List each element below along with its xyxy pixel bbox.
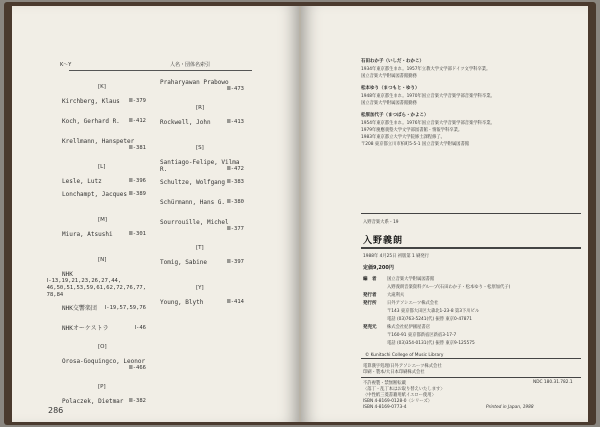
index-entry [62,178,146,185]
running-header-right: 人名・団体名索引 [170,62,211,68]
imprint-label: 編 者 [363,277,377,282]
index-entry-ref: Ⅲ-397 [226,259,244,265]
printing-line-2: 印刷・製本/大日本印刷株式会社 [363,370,425,375]
index-entry-ref: Ⅲ-396 [128,178,146,184]
index-entry-name: Lesle, Lutz [62,178,102,185]
index-entry-name: Orosa-Goquingco, Leonor [62,358,146,365]
index-entry [62,325,146,332]
index-section-heading: [L] [98,164,106,170]
index-entry-name: Praharyawan Prabowo [160,79,229,86]
index-entry [160,79,244,93]
book-title: 入野義朗 [363,236,404,246]
index-entry-ref: Ⅲ-412 [128,118,146,124]
index-entry-name: Lonchampt, Jacques [62,191,128,198]
index-entry-ref: Ⅲ-389 [128,191,146,197]
imprint-label: 発行所 [363,301,377,306]
colophon-rule-bottom [361,377,581,378]
index-entry-ref: Ⅲ-413 [226,119,244,125]
index-entry [62,138,146,152]
index-entry-name: Santiago-Felipe, Vilma R. [160,159,240,173]
index-section-heading: [K] [98,84,106,90]
index-section-heading: [M] [98,217,108,223]
index-entry-name: NHK交響楽団 [62,305,97,312]
index-entry-name: Schürmann, Hans G. [160,199,226,206]
index-entry [160,179,244,186]
index-entry [46,271,147,299]
printing-line-1: 電算漢字処理/日外アソシエーツ株式会社 [363,364,442,369]
index-section-heading: [N] [98,257,107,263]
index-entry-name: NHK [62,271,73,278]
index-entry-ref: Ⅲ-466 [128,365,146,371]
editor-bio-line: 国立音楽大学附属図書館勤務 [361,101,417,106]
index-entry [160,119,244,126]
index-entry-ref: Ⅲ-383 [226,179,244,185]
index-entry [62,191,146,198]
index-entry [62,231,146,238]
index-entry-name: Sourrouille, Michel [160,219,229,226]
index-entry [160,159,244,173]
index-entry [62,305,146,312]
index-section-heading: [T] [196,245,204,251]
series-name: 入野音楽大系・19 [363,220,399,225]
index-entry-name: Rockwell, John [160,119,211,126]
imprint-value: 電話 (03)354-0131(代) 振替 東京9-125575 [387,341,475,346]
index-entry [160,299,244,306]
editor-bio-line: 1979年慶應義塾大学文学部図書館・情報学科卒業。 [361,128,463,133]
index-section-heading: [O] [98,344,107,350]
index-section-heading: [R] [196,105,205,111]
editor-name: 石田わか子（いしだ・わかこ） [361,59,424,64]
editor-bio-line: 1954年東京都生まれ。1976年国立音楽大学音楽学部音楽学科卒業。 [361,121,495,126]
index-section-heading: [S] [196,145,204,151]
title-rule [361,247,581,249]
index-entry-ref: Ⅲ-381 [128,145,146,151]
publication-date: 1988年 4月25日 初版第 1 刷発行 [363,254,430,259]
index-entry-name: Krellmann, Hanspeter [62,138,135,145]
index-entry-ref: Ⅰ-19,57,59,76 [104,305,146,311]
index-entry-ref: Ⅰ-46 [134,325,146,331]
copy-notice: 不許複製・禁無断転載 [363,381,406,386]
isbn-series: ISBN 4-8169-0128-0〈シリーズ〉 [363,399,433,404]
colophon-rule-top [361,213,581,214]
index-entry-ref: Ⅲ-473 [226,86,244,92]
note-2: 〈中性紙三菱書籍用紙イエロー使用〉 [363,393,436,398]
index-entry-name: Tomig, Sabine [160,259,207,266]
imprint-value: 株式会社紀伊國屋書店 [387,325,430,330]
index-entry [62,398,146,405]
left-page [12,6,299,422]
index-entry [160,259,244,266]
imprint-value: 日外アソシエーツ株式会社 [387,301,439,306]
index-entry-name: Schultze, Wolfgang [160,179,226,186]
index-section-heading: [Y] [196,285,204,291]
imprint-value: 電話 (03)763-5241(代) 振替 東京0-47871 [387,317,472,322]
isbn-volume: ISBN 4-8169-0773-4 [363,405,407,410]
editor-name: 松本ゆり（まつもと・ゆり） [361,86,420,91]
index-entry-ref: Ⅲ-414 [226,299,244,305]
imprint-label: 発売元 [363,325,377,330]
index-entry [62,118,146,125]
index-entry-ref: Ⅲ-472 [226,166,244,172]
index-entry [160,199,244,206]
index-entry-ref: Ⅲ-377 [226,226,244,232]
index-entry-name: Koch, Gerhard R. [62,118,120,125]
copyright: © Kunitachi College of Music Library [365,353,444,358]
running-header-left: K〜Y [60,62,72,68]
index-entry [62,98,146,105]
price: 定価9,200円 [363,265,394,271]
editor-bio-line: 1948年東京都生まれ。1970年国立音楽大学音楽学部音楽学科卒業。 [361,94,495,99]
editor-bio-line: 〒208 東京都立川市柏町5-5-1 国立音楽大学附属図書館 [361,142,470,147]
editor-bio-line: 国立音楽大学附属図書館勤務 [361,74,417,79]
index-entry-ref: Ⅲ-380 [226,199,244,205]
index-entry-ref: Ⅰ-13,19,21,23,26,27,44, 46,50,51,53,59,61,62,72,76,77, 78,84 [46,278,147,298]
page-number: 286 [48,406,64,415]
colophon-rule-mid [361,358,581,359]
editor-name: 松原加代子（まつばら・かよこ） [361,113,429,118]
imprint-value: 入野義朗音楽資料グループ(石田わか子・松本ゆり・松原加代子) [387,285,511,290]
imprint-value: 〒143 東京都大田区大森北1-23-8 第3下川ビル [387,309,480,314]
index-entry-name: Young, Blyth [160,299,204,306]
imprint-label: 発行者 [363,293,377,298]
right-page [301,6,588,422]
imprint-value: 大滝利夫 [387,293,405,298]
index-section-heading: [P] [98,384,106,390]
index-entry-name: Polaczek, Dietmar [62,398,124,405]
index-entry-name: Miura, Atsushi [62,231,113,238]
index-entry-ref: Ⅲ-301 [128,231,146,237]
index-entry-name: NHKオーケストラ [62,325,109,332]
index-entry-ref: Ⅲ-379 [128,98,146,104]
imprint-value: 〒160-91 東京都新宿区新宿3-17-7 [387,333,457,338]
editor-bio-line: 1934年東京都生まれ。1957年立教大学文学部ドイツ文学科卒業。 [361,67,491,72]
index-entry-ref: Ⅲ-382 [128,398,146,404]
index-entry-name: Kirchberg, Klaus [62,98,120,105]
index-entry [160,219,244,233]
index-entry [62,358,146,372]
ndc-code: NDC 180.31.782.1 [533,380,573,385]
note-1: 〈落丁・乱丁本はお取り替えいたします〉 [363,387,445,392]
editor-bio-line: 1983年東京都立大学大学院修士課程修了。 [361,135,445,140]
imprint-value: 国立音楽大学附属図書館 [387,277,435,282]
printed-in: Printed in Japan, 1988 [486,405,534,410]
header-rule [69,70,252,71]
